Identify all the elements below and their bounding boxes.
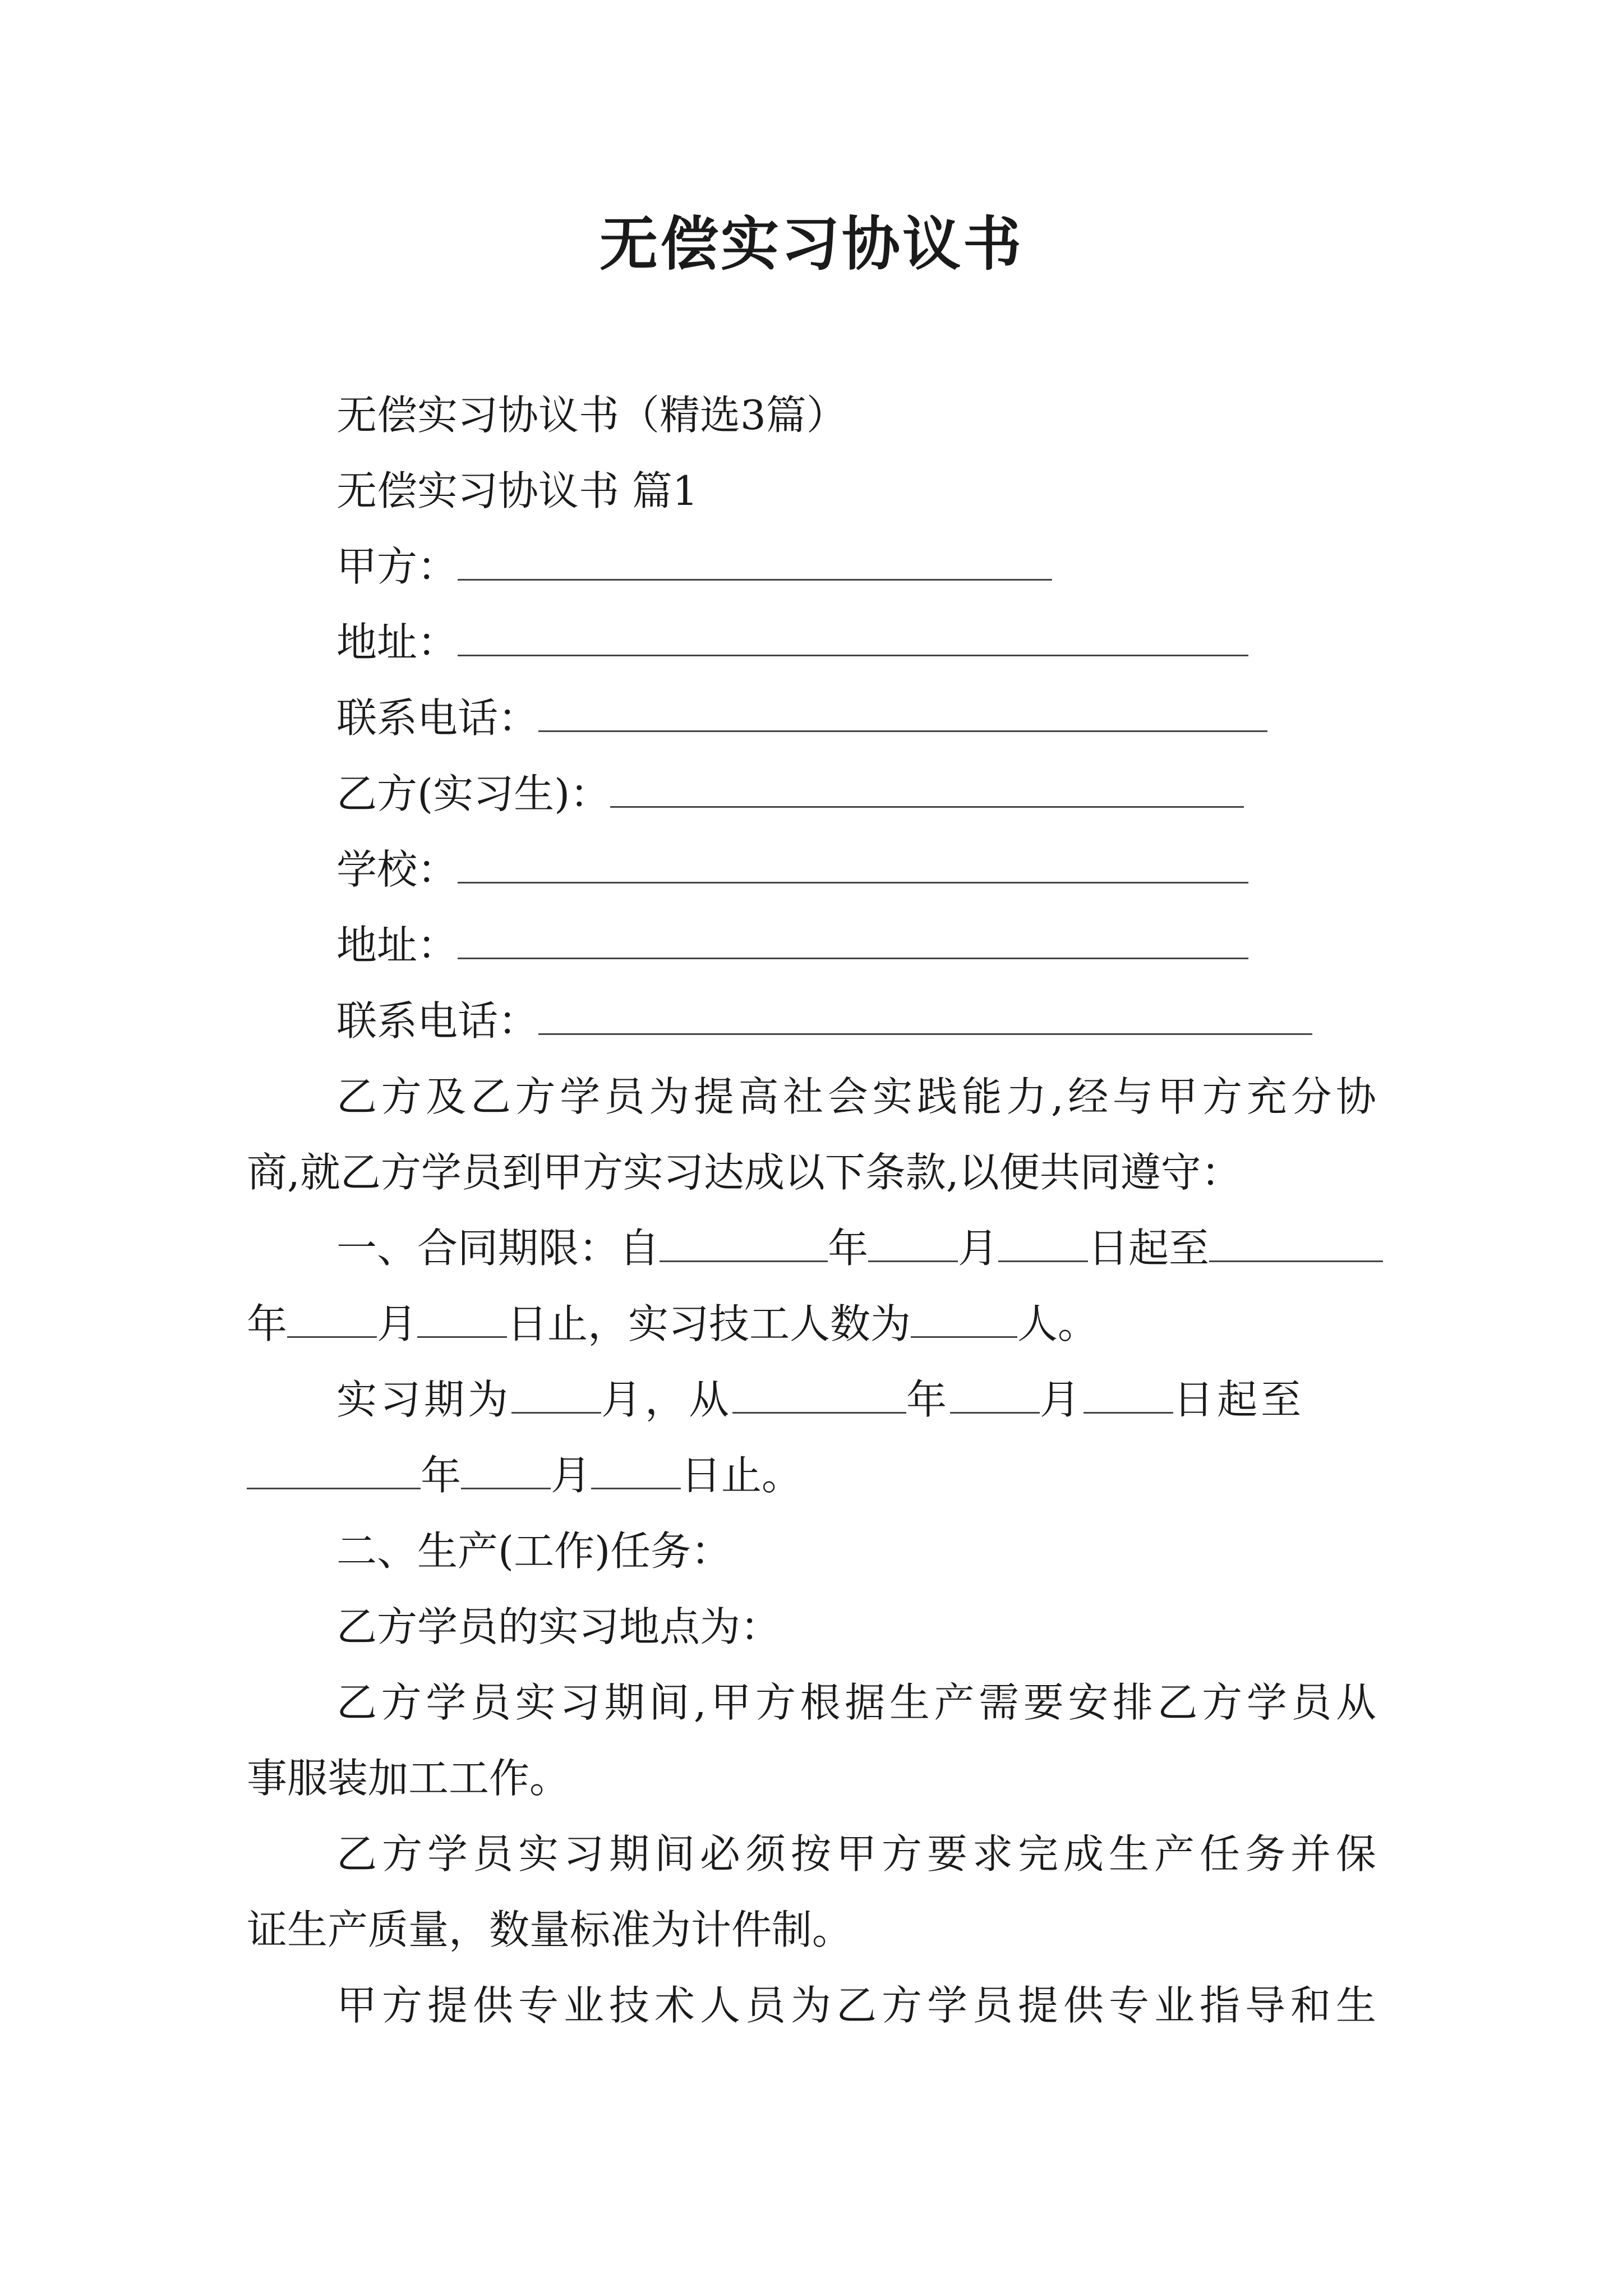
clause-internship-period-cont — [247, 1447, 1376, 1503]
clause-internship-period — [247, 1372, 1376, 1428]
field-phone-b — [247, 993, 1376, 1049]
fill-in-blank[interactable] — [591, 1452, 681, 1489]
clause-text: 一、合同期限：自 — [336, 1225, 660, 1272]
clause-text: 年 — [906, 1376, 951, 1423]
fill-in-blank[interactable] — [1083, 1376, 1173, 1414]
clause-text: 年 — [247, 1300, 288, 1347]
clause-text: 月，从 — [601, 1376, 733, 1423]
paragraph-line: 乙方学员实习期间必须按甲方要求完成生产任务并保 — [336, 1830, 1376, 1878]
field-label: 联系电话： — [336, 694, 539, 742]
collection-title: 无偿实习协议书（精选3篇） — [336, 392, 847, 439]
fill-in-blank[interactable] — [287, 1300, 377, 1338]
clause-text: 日起至 — [1173, 1376, 1305, 1423]
paragraph-line: 甲方提供专业技术人员为乙方学员提供专业指导和生 — [336, 1982, 1376, 2029]
document-title: 无偿实习协议书 — [599, 210, 1023, 278]
field-label: 乙方(实习生)： — [336, 770, 611, 817]
fill-in-blank[interactable] — [458, 543, 1052, 581]
fill-in-blank[interactable] — [417, 1300, 507, 1338]
fill-in-blank[interactable] — [538, 997, 1312, 1035]
fill-in-blank[interactable] — [458, 846, 1248, 884]
field-label: 地址： — [336, 619, 458, 666]
field-label: 地址： — [336, 922, 458, 969]
fill-in-blank[interactable] — [911, 1300, 1017, 1338]
clause-contract-term-cont — [247, 1296, 1376, 1352]
fill-in-blank[interactable] — [950, 1376, 1040, 1414]
field-party-a — [247, 539, 1376, 595]
paragraph-line: 乙方及乙方学员为提高社会实践能力,经与甲方充分协 — [336, 1073, 1376, 1120]
field-label: 联系电话： — [336, 997, 539, 1045]
clause-text: 月 — [1040, 1376, 1084, 1423]
field-address-a — [247, 614, 1376, 670]
clause-text: 实习期为 — [336, 1376, 512, 1423]
paragraph-line: 商,就乙方学员到甲方实习达成以下条款,以便共同遵守： — [247, 1149, 1242, 1196]
fill-in-blank[interactable] — [458, 922, 1248, 959]
field-address-b — [247, 917, 1376, 973]
clause-text: 年 — [421, 1452, 462, 1499]
clause-text: 日止。 — [681, 1452, 803, 1499]
paragraph-line: 证生产质量，数量标准为计件制。 — [247, 1906, 853, 1953]
field-school — [247, 841, 1376, 898]
fill-in-blank[interactable] — [511, 1376, 601, 1414]
field-party-b — [247, 766, 1376, 822]
fill-in-blank[interactable] — [1209, 1225, 1383, 1262]
paragraph-line: 事服装加工工作。 — [247, 1755, 570, 1802]
paragraph-line: 乙方学员实习期间,甲方根据生产需要安排乙方学员从 — [336, 1679, 1376, 1726]
clause-text: 月 — [377, 1300, 418, 1347]
fill-in-blank[interactable] — [732, 1376, 906, 1414]
field-phone-a — [247, 690, 1376, 746]
fill-in-blank[interactable] — [610, 770, 1244, 808]
clause-text: 日止，实习技工人数为 — [507, 1300, 911, 1347]
fill-in-blank[interactable] — [247, 1452, 421, 1489]
fill-in-blank[interactable] — [461, 1452, 551, 1489]
fill-in-blank[interactable] — [660, 1225, 828, 1262]
part-title: 无偿实习协议书 篇1 — [336, 467, 698, 514]
clause-text: 月 — [551, 1452, 592, 1499]
field-label: 甲方： — [336, 543, 458, 590]
clause-text: 年 — [828, 1225, 869, 1272]
clause-text: 日起至 — [1088, 1225, 1210, 1272]
fill-in-blank[interactable] — [868, 1225, 958, 1262]
clause-text: 月 — [958, 1225, 999, 1272]
clause-contract-term — [247, 1220, 1376, 1276]
fill-in-blank[interactable] — [538, 694, 1267, 732]
fill-in-blank[interactable] — [998, 1225, 1088, 1262]
clause-heading: 二、生产(工作)任务： — [336, 1527, 732, 1575]
field-label: 学校： — [336, 846, 458, 893]
paragraph-line: 乙方学员的实习地点为： — [336, 1603, 781, 1650]
fill-in-blank[interactable] — [458, 619, 1248, 656]
clause-text: 人。 — [1017, 1300, 1099, 1347]
